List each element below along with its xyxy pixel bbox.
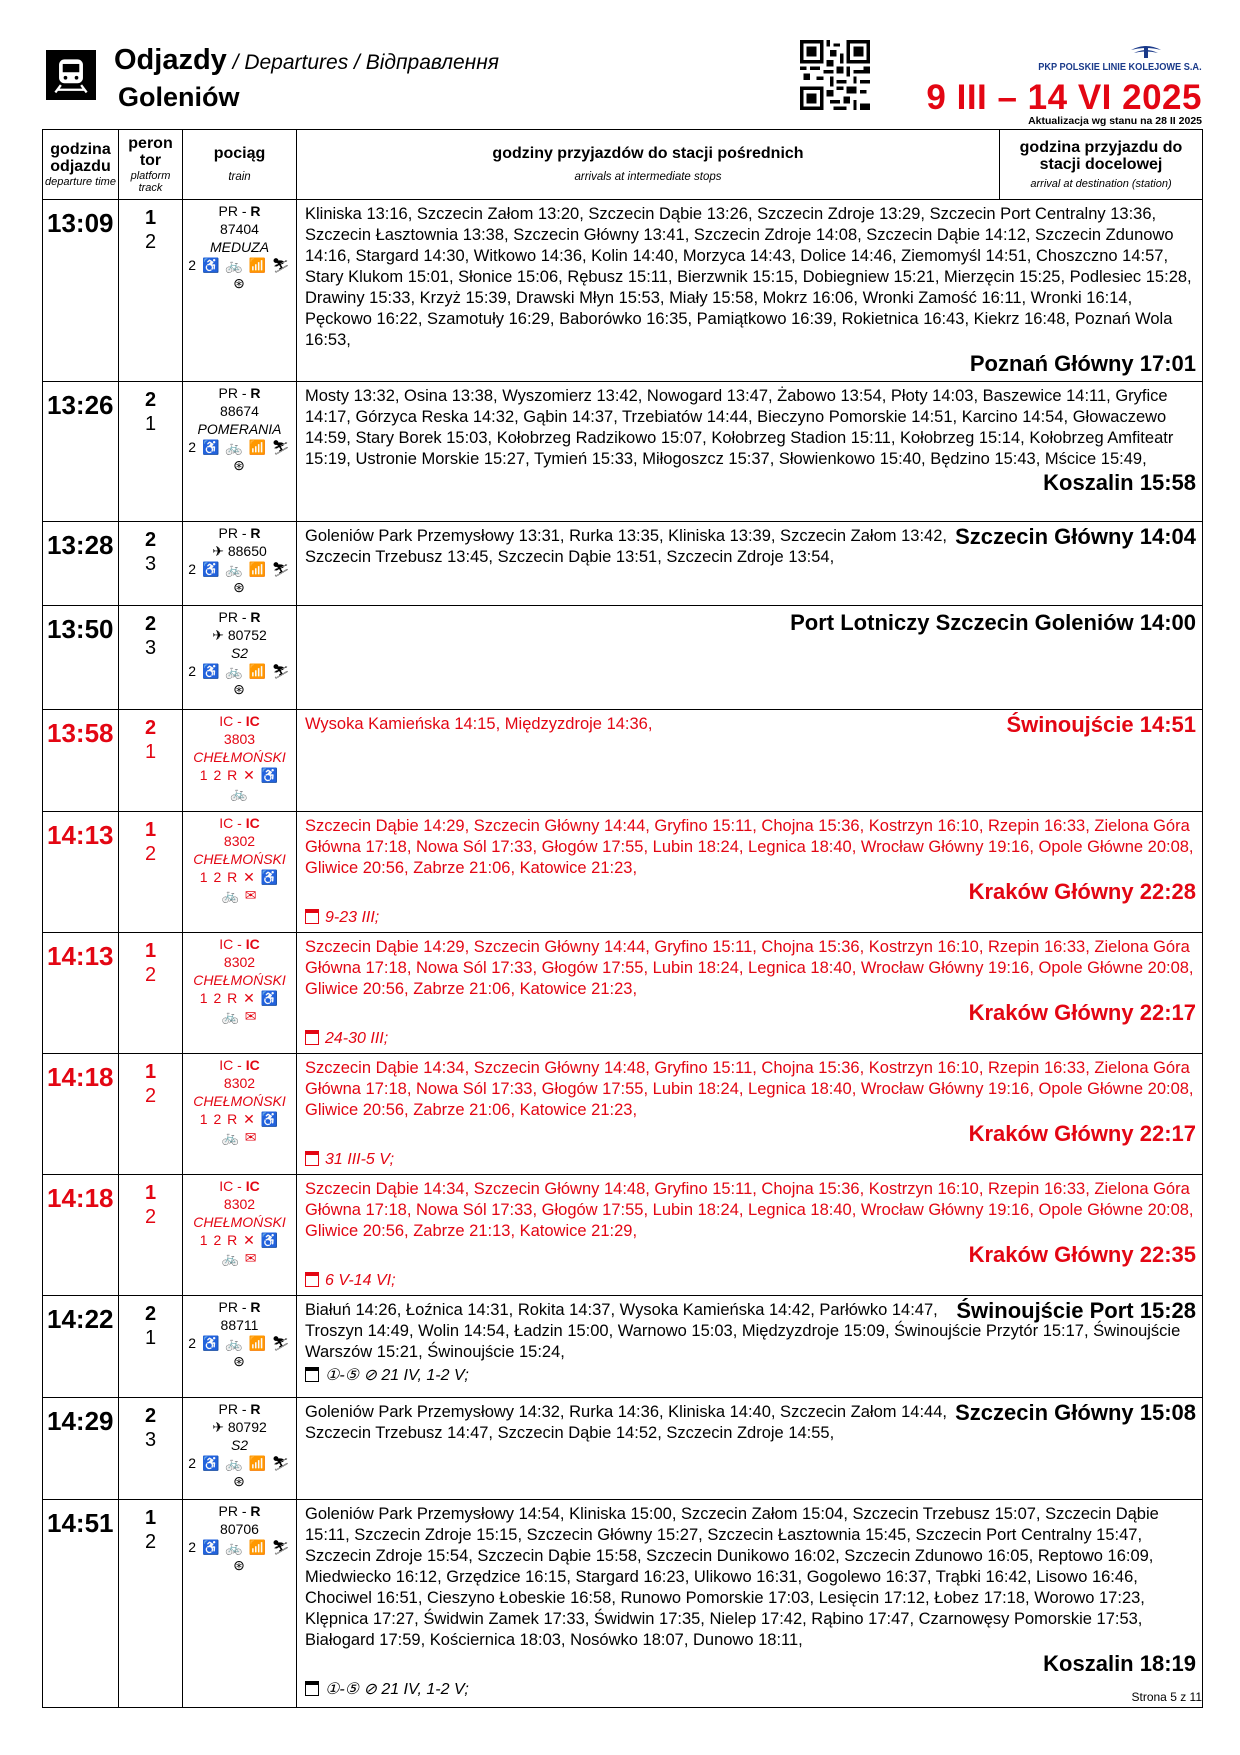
train-name: CHEŁMOŃSKI [193, 749, 286, 765]
train-number: 8302 [223, 954, 256, 970]
platform-track [119, 1500, 183, 1708]
departure-row [43, 382, 1203, 522]
intermediate-stops: Goleniów Park Przemysłowy 14:32, Rurka 14:36, Kliniska 14:40, Szczecin Załom 14:44, Szczecin Trzebusz 14:47, Szczecin Dąbie 14:52, Szczecin Zdroje 14:55, [305, 1403, 947, 1442]
track-number: 1 [144, 413, 157, 435]
train-name: CHEŁMOŃSKI [193, 1214, 286, 1230]
destination: Szczecin Główny 15:08 [955, 1400, 1196, 1425]
amenity-icons: 2 ♿ 🚲 📶 ⛷ [188, 561, 291, 577]
route-cell [297, 382, 1203, 522]
train-info [183, 382, 297, 522]
track-number: 3 [144, 1429, 157, 1451]
departure-row [43, 1398, 1203, 1500]
track-number: 3 [144, 553, 157, 575]
amenity-icons: 2 ♿ 🚲 📶 ⛷ [188, 1335, 291, 1351]
platform-number: 1 [144, 1182, 157, 1204]
platform-track [119, 382, 183, 522]
departure-time: 14:13 [43, 933, 119, 1054]
calendar-icon [305, 1367, 319, 1382]
qr-code-icon [800, 40, 870, 110]
intermediate-stops: Goleniów Park Przemysłowy 13:31, Rurka 13:35, Kliniska 13:39, Szczecin Załom 13:42, Szczecin Trzebusz 13:45, Szczecin Dąbie 13:51, Szczecin Zdroje 13:54, [305, 527, 947, 566]
departure-row [43, 200, 1203, 382]
departure-row [43, 1296, 1203, 1398]
extra-icons: ⊛ [233, 579, 246, 595]
train-category: PR - R [218, 525, 261, 541]
departure-row [43, 933, 1203, 1054]
platform-track [119, 522, 183, 606]
train-name: CHEŁMOŃSKI [193, 1093, 286, 1109]
extra-icons: ⊛ [233, 457, 246, 473]
route-cell [297, 710, 1203, 812]
train-number: 88711 [220, 1317, 259, 1333]
platform-number: 2 [144, 389, 157, 411]
amenity-icons: 1 2 R ✕ ♿ [199, 767, 280, 783]
track-number: 2 [144, 964, 157, 986]
platform-track [119, 812, 183, 933]
destination: Świnoujście 14:51 [1006, 712, 1196, 737]
platform-number: 1 [144, 1507, 157, 1529]
extra-icons: ⊛ [233, 275, 246, 291]
intermediate-stops: Wysoka Kamieńska 14:15, Międzyzdroje 14:36, [305, 715, 653, 733]
platform-track [119, 1296, 183, 1398]
train-number: 8302 [223, 1196, 256, 1212]
destination: Koszalin 18:19 [1043, 1651, 1196, 1676]
col-time: godzina odjazdu departure time [43, 130, 119, 200]
amenity-icons: 2 ♿ 🚲 📶 ⛷ [188, 257, 291, 273]
calendar-note: ①-⑤ ⊘ 21 IV, 1-2 V; [305, 1365, 1196, 1386]
platform-number: 2 [144, 529, 157, 551]
platform-track [119, 933, 183, 1054]
train-category: PR - R [218, 203, 261, 219]
train-category: PR - R [218, 1401, 261, 1417]
departure-row [43, 522, 1203, 606]
departure-time: 14:29 [43, 1398, 119, 1500]
departure-time: 13:28 [43, 522, 119, 606]
destination: Port Lotniczy Szczecin Goleniów 14:00 [790, 610, 1196, 635]
train-name: MEDUZA [209, 239, 270, 255]
route-cell [297, 606, 1203, 710]
train-category: PR - R [218, 609, 261, 625]
station-name: Goleniów [118, 82, 240, 112]
train-number: 88674 [220, 403, 259, 419]
calendar-note: ①-⑤ ⊘ 21 IV, 1-2 V; [305, 1679, 1196, 1700]
platform-number: 2 [144, 1405, 157, 1427]
extra-icons: ⊛ [233, 1473, 246, 1489]
train-name: CHEŁMOŃSKI [193, 972, 286, 988]
platform-number: 2 [144, 1303, 157, 1325]
calendar-icon [305, 1681, 319, 1696]
train-category: PR - R [218, 385, 261, 401]
track-number: 2 [144, 1531, 157, 1553]
amenity-icons: 1 2 R ✕ ♿ [199, 869, 280, 885]
extra-icons: ⊛ [233, 1353, 246, 1369]
track-number: 2 [144, 843, 157, 865]
route-cell [297, 812, 1203, 933]
intermediate-stops: Szczecin Dąbie 14:34, Szczecin Główny 14:48, Gryfino 15:11, Chojna 15:36, Kostrzyn 16:10, Rzepin 16:33, Zielona Góra Główna 17:18, Nowa Sól 17:33, Głogów 17:55, Lubin 18:24, Legnica 18:40, Wrocław Główny 19:16, Opole Główne 20:08, Gliwice 20:56, Zabrze 21:06, Katowice 21:23, [305, 1059, 1194, 1119]
departure-time: 14:13 [43, 812, 119, 933]
destination: Szczecin Główny 14:04 [955, 524, 1196, 549]
track-number: 2 [144, 1085, 157, 1107]
train-info [183, 1500, 297, 1708]
departure-row [43, 1175, 1203, 1296]
track-number: 1 [144, 1327, 157, 1349]
calendar-icon [305, 1272, 319, 1287]
extra-icons: 🚲 ✉ [221, 1008, 258, 1024]
train-info [183, 1398, 297, 1500]
departure-time: 13:50 [43, 606, 119, 710]
extra-icons: 🚲 ✉ [221, 887, 258, 903]
route-cell [297, 1500, 1203, 1708]
train-info [183, 933, 297, 1054]
departure-row [43, 606, 1203, 710]
track-number: 2 [144, 1206, 157, 1228]
train-name: CHEŁMOŃSKI [193, 851, 286, 867]
intermediate-stops: Goleniów Park Przemysłowy 14:54, Kliniska 15:00, Szczecin Załom 15:04, Szczecin Trzebusz 15:07, Szczecin Dąbie 15:11, Szczecin Zdroje 15:15, Szczecin Główny 15:27, Szczecin Łasztownia 15:45, Szczecin Port Centralny 15:47, Szczecin Zdroje 15:54, Szczecin Dąbie 15:58, Szczecin Dunikowo 16:02, Szczecin Zdunowo 16:05, Reptowo 16:09, Miedwiecko 16:12, Grzędzice 16:15, Stargard 16:23, Ulikowo 16:31, Gogolewo 16:37, Trąbki 16:42, Lisowo 16:46, Chociwel 16:51, Cieszyno Łobeskie 16:58, Runowo Pomorskie 17:03, Lesięcin 17:12, Łobez 17:18, Worowo 17:23, Klępnica 17:27, Świdwin Zamek 17:33, Świdwin 17:35, Nielep 17:42, Rąbino 17:47, Czarnowęsy Pomorskie 17:53, Białogard 17:59, Kościernica 18:03, Nosówko 18:07, Dunowo 18:11, [305, 1505, 1159, 1649]
platform-number: 1 [144, 819, 157, 841]
calendar-icon [305, 1151, 319, 1166]
train-number: ✈ 80792 [212, 1419, 267, 1435]
intermediate-stops: Szczecin Dąbie 14:29, Szczecin Główny 14:44, Gryfino 15:11, Chojna 15:36, Kostrzyn 16:10, Rzepin 16:33, Zielona Góra Główna 17:18, Nowa Sól 17:33, Głogów 17:55, Lubin 18:24, Legnica 18:40, Wrocław Główny 19:16, Opole Główne 20:08, Gliwice 20:56, Zabrze 21:06, Katowice 21:23, [305, 938, 1194, 998]
route-cell [297, 200, 1203, 382]
col-destination: godzina przyjazdu do stacji docelowej arrival at destination (station) [1000, 130, 1203, 200]
destination: Koszalin 15:58 [1043, 470, 1196, 495]
train-category: IC - IC [219, 1178, 260, 1194]
departure-row [43, 812, 1203, 933]
amenity-icons: 2 ♿ 🚲 📶 ⛷ [188, 1455, 291, 1471]
platform-track [119, 200, 183, 382]
destination: Kraków Główny 22:17 [968, 1121, 1196, 1146]
calendar-icon [305, 909, 319, 924]
amenity-icons: 1 2 R ✕ ♿ [199, 990, 280, 1006]
departure-time: 13:58 [43, 710, 119, 812]
departure-time: 14:18 [43, 1175, 119, 1296]
train-category: IC - IC [219, 936, 260, 952]
update-note: Aktualizacja wg stanu na 28 II 2025 [1028, 115, 1202, 127]
page-title: Odjazdy / Departures / Відправлення [114, 44, 500, 76]
platform-number: 1 [144, 207, 157, 229]
platform-track [119, 1054, 183, 1175]
departure-row [43, 1500, 1203, 1708]
calendar-icon [305, 1030, 319, 1045]
col-train: pociąg train [183, 130, 297, 200]
platform-number: 1 [144, 940, 157, 962]
train-info [183, 606, 297, 710]
extra-icons: 🚲 ✉ [221, 1129, 258, 1145]
route-cell [297, 522, 1203, 606]
train-info [183, 710, 297, 812]
train-name: POMERANIA [197, 421, 282, 437]
platform-track [119, 1398, 183, 1500]
track-number: 1 [144, 741, 157, 763]
calendar-note: 24-30 III; [305, 1028, 1196, 1049]
amenity-icons: 2 ♿ 🚲 📶 ⛷ [188, 663, 291, 679]
departure-row [43, 710, 1203, 812]
train-number: 87404 [220, 221, 259, 237]
departure-row [43, 1054, 1203, 1175]
extra-icons: ⊛ [233, 1557, 246, 1573]
train-category: IC - IC [219, 1057, 260, 1073]
intermediate-stops: Szczecin Dąbie 14:29, Szczecin Główny 14:44, Gryfino 15:11, Chojna 15:36, Kostrzyn 16:10, Rzepin 16:33, Zielona Góra Główna 17:18, Nowa Sól 17:33, Głogów 17:55, Lubin 18:24, Legnica 18:40, Wrocław Główny 19:16, Opole Główne 20:08, Gliwice 20:56, Zabrze 21:06, Katowice 21:23, [305, 817, 1194, 877]
extra-icons: 🚲 ✉ [221, 1250, 258, 1266]
platform-track [119, 606, 183, 710]
train-category: PR - R [218, 1299, 261, 1315]
calendar-note: 31 III-5 V; [305, 1149, 1196, 1170]
destination: Kraków Główny 22:28 [968, 879, 1196, 904]
destination: Kraków Główny 22:17 [968, 1000, 1196, 1025]
train-info [183, 812, 297, 933]
intermediate-stops: Szczecin Dąbie 14:34, Szczecin Główny 14:48, Gryfino 15:11, Chojna 15:36, Kostrzyn 16:10, Rzepin 16:33, Zielona Góra Główna 17:18, Nowa Sól 17:33, Głogów 17:55, Lubin 18:24, Legnica 18:40, Wrocław Główny 19:16, Opole Główne 20:08, Gliwice 20:56, Zabrze 21:13, Katowice 21:29, [305, 1180, 1194, 1240]
amenity-icons: 1 2 R ✕ ♿ [199, 1232, 280, 1248]
calendar-note: 9-23 III; [305, 907, 1196, 928]
intermediate-stops: Kliniska 13:16, Szczecin Załom 13:20, Szczecin Dąbie 13:26, Szczecin Zdroje 13:29, Szczecin Port Centralny 13:36, Szczecin Łasztownia 13:38, Szczecin Główny 13:41, Szczecin Zdroje 14:08, Szczecin Dąbie 14:12, Szczecin Zdunowo 14:16, Stargard 14:30, Witkowo 14:36, Kolin 14:40, Morzyca 14:43, Dolice 14:46, Ziemomyśl 14:51, Choszczno 14:57, Stary Klukom 15:01, Słonice 15:06, Rębusz 15:11, Bierzwnik 15:15, Dobiegniew 15:21, Mierzęcin 15:25, Podlesiec 15:28, Drawiny 15:33, Krzyż 15:39, Drawski Młyn 15:53, Miały 15:58, Mokrz 16:06, Wronki Zamość 16:11, Wronki 16:14, Pęckowo 16:22, Szamotuły 16:29, Baborówko 16:35, Pamiątkowo 16:39, Rokietnica 16:43, Kiekrz 16:48, Poznań Wola 16:53, [305, 205, 1192, 349]
route-cell [297, 933, 1203, 1054]
train-info [183, 522, 297, 606]
intermediate-stops: Mosty 13:32, Osina 13:38, Wyszomierz 13:42, Nowogard 13:47, Żabowo 13:54, Płoty 14:03, Baszewice 14:11, Gryfice 14:17, Górzyca Reska 14:32, Gąbin 14:37, Trzebiatów 14:44, Bieczyno Pomorskie 14:51, Karcino 14:54, Głowaczewo 14:59, Stary Borek 15:03, Kołobrzeg Radzikowo 15:07, Kołobrzeg Stadion 15:11, Kołobrzeg 15:14, Kołobrzeg Amfiteatr 15:19, Ustronie Morskie 15:27, Tymień 15:33, Miłogoszcz 15:37, Słowienkowo 15:40, Będzino 15:43, Mścice 15:49, [305, 387, 1174, 468]
operator-name: PKP POLSKIE LINIE KOLEJOWE S.A. [1038, 62, 1202, 73]
train-name: S2 [230, 645, 249, 661]
train-name: S2 [230, 1437, 249, 1453]
platform-track [119, 710, 183, 812]
train-category: IC - IC [219, 713, 260, 729]
col-platform: peron tor platform track [119, 130, 183, 200]
route-cell [297, 1398, 1203, 1500]
train-category: PR - R [218, 1503, 261, 1519]
track-number: 3 [144, 637, 157, 659]
departure-time: 14:18 [43, 1054, 119, 1175]
departure-time: 13:26 [43, 382, 119, 522]
intermediate-stops: Białuń 14:26, Łoźnica 14:31, Rokita 14:37, Wysoka Kamieńska 14:42, Parłówko 14:47, Troszyn 14:49, Wolin 14:54, Ładzin 15:00, Warnowo 15:03, Międzyzdroje 15:09, Świnoujście Przytór 15:17, Świnoujście Warszów 15:21, Świnoujście 15:24, [305, 1301, 1181, 1361]
train-info [183, 200, 297, 382]
train-number: 8302 [223, 1075, 256, 1091]
page-header [42, 40, 1202, 128]
departure-time: 14:22 [43, 1296, 119, 1398]
departure-time: 14:51 [43, 1500, 119, 1708]
departure-time: 13:09 [43, 200, 119, 382]
extra-icons: 🚲 [230, 785, 249, 801]
route-cell [297, 1054, 1203, 1175]
extra-icons: ⊛ [233, 681, 246, 697]
track-number: 2 [144, 231, 157, 253]
train-info [183, 1175, 297, 1296]
col-stops: godziny przyjazdów do stacji pośrednich arrivals at intermediate stops [297, 130, 1000, 200]
validity-period: 9 III – 14 VI 2025 [926, 78, 1202, 117]
train-number: 80706 [220, 1521, 259, 1537]
train-info [183, 1054, 297, 1175]
calendar-note: 6 V-14 VI; [305, 1270, 1196, 1291]
destination: Świnoujście Port 15:28 [956, 1298, 1196, 1323]
destination: Kraków Główny 22:35 [968, 1242, 1196, 1267]
route-cell [297, 1175, 1203, 1296]
train-number: ✈ 80752 [212, 627, 267, 643]
train-number: 3803 [223, 731, 256, 747]
train-category: IC - IC [219, 815, 260, 831]
platform-number: 1 [144, 1061, 157, 1083]
page-number: Strona 5 z 11 [1131, 1690, 1202, 1704]
route-cell [297, 1296, 1203, 1398]
train-number: 8302 [223, 833, 256, 849]
amenity-icons: 2 ♿ 🚲 📶 ⛷ [188, 439, 291, 455]
amenity-icons: 1 2 R ✕ ♿ [199, 1111, 280, 1127]
destination: Poznań Główny 17:01 [969, 351, 1196, 376]
platform-number: 2 [144, 613, 157, 635]
train-number: ✈ 88650 [212, 543, 267, 559]
train-info [183, 1296, 297, 1398]
platform-track [119, 1175, 183, 1296]
amenity-icons: 2 ♿ 🚲 📶 ⛷ [188, 1539, 291, 1555]
departures-table [42, 129, 1203, 1708]
train-icon [46, 50, 96, 100]
platform-number: 2 [144, 717, 157, 739]
